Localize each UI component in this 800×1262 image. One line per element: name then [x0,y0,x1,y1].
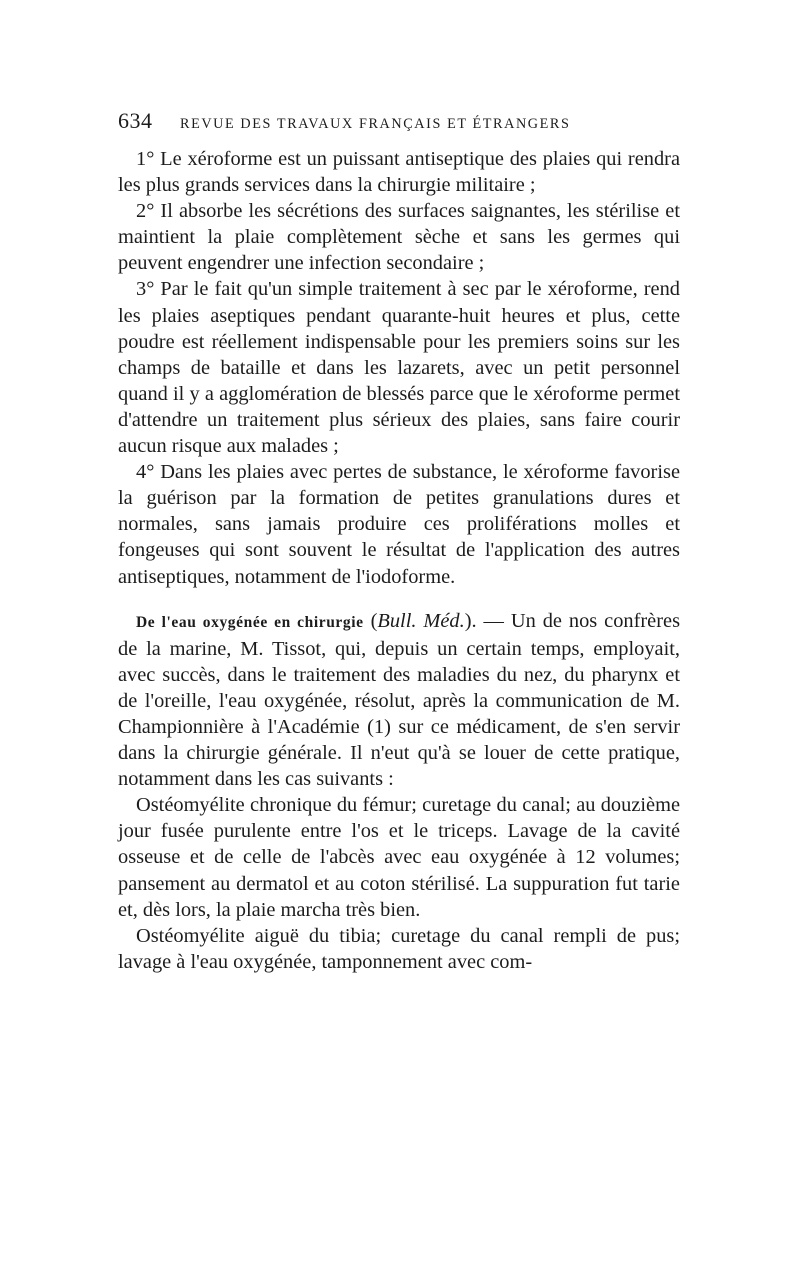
running-title: REVUE DES TRAVAUX FRANÇAIS ET ÉTRANGERS [180,116,571,132]
source-close: ). — [464,609,511,632]
conclusion-paragraph: 3° Par le fait qu'un simple traitement à sec par le xéroforme, rend les plaies aseptiques pendant quarante-huit heures et plus, cette poudre est réellement indispensable pour les premiers soins sur les champs de bataille et dans les lazarets, avec un petit personnel quand il y a agglomération de blessés parce que le xéroforme permet d'attendre un traitement plus sérieux des plaies, sans faire courir aucun risque aux malades ; [118,278,680,458]
conclusion-paragraph: 1° Le xéroforme est un puissant antiseptique des plaies qui rendra les plus grands services dans la chirurgie militaire ; [118,148,680,197]
case-paragraph: Ostéomyélite aiguë du tibia; curetage du canal rempli de pus; lavage à l'eau oxygénée, tamponnement avec com- [118,924,680,973]
article-rubric: De l'eau oxygénée en chirurgie [136,613,364,631]
running-head [118,108,680,146]
conclusion-paragraph: 4° Dans les plaies avec pertes de substance, le xéroforme favorise la guérison par la formation de petites granulations dures et normales, sans jamais produire ces proliférations molles et fongeuses qui sont souvent le résultat de l'application des autres antiseptiques, notamment de l'iodoforme. [118,461,680,588]
case-paragraph: Ostéomyélite chronique du fémur; curetage du canal; au douzième jour fusée purulente entre l'os et le triceps. Lavage de la cavité osseuse et de celle de l'abcès avec eau oxygénée à 12 volumes; pansement au dermatol et au coton stérilisé. La suppuration fut tarie et, dès lors, la plaie marcha très bien. [118,794,680,921]
conclusion-paragraph: 2° Il absorbe les sécrétions des surfaces saignantes, les stérilise et maintient la plaie complètement sèche et sans les germes qui peuvent engendrer une infection secondaire ; [118,200,680,275]
article-lead-text: Un de nos confrères de la marine, M. Tissot, qui, depuis un certain temps, employait, avec succès, dans le traitement des maladies du nez, du pharynx et de l'oreille, l'eau oxygénée, résolut, après la communication de M. Championnière à l'Académie (1) sur ce médicament, de s'en servir dans la chirurgie générale. Il n'eut qu'à se louer de cette pratique, notamment dans les cas suivants : [118,609,681,791]
article-lead-paragraph [118,608,680,793]
conclusions-section [118,146,680,590]
page-number: 634 [118,108,153,133]
source-open: ( [363,609,378,632]
article-section [118,608,680,975]
book-page [118,108,680,975]
source-journal: Bull. Méd. [377,609,465,632]
